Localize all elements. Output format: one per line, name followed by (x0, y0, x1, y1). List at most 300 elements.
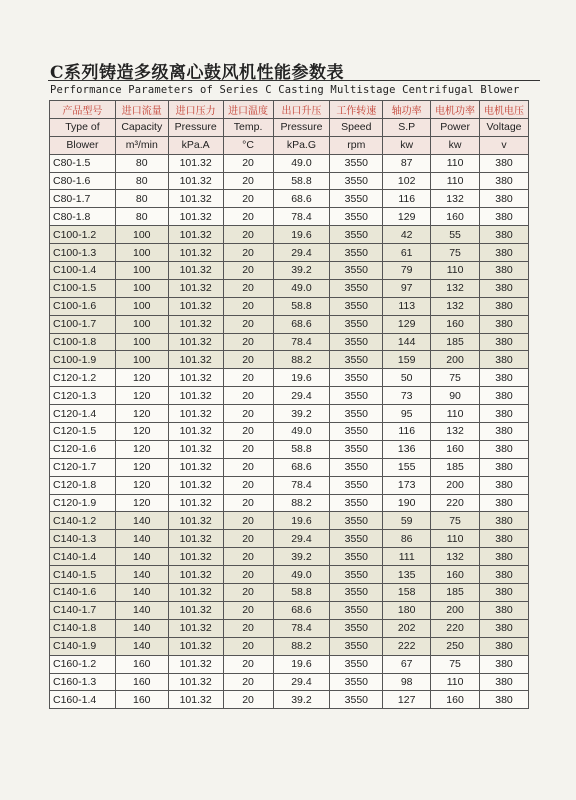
cell-motor-power: 132 (431, 548, 480, 566)
cell-temp: 20 (223, 637, 273, 655)
cell-speed: 3550 (330, 190, 383, 208)
cell-inlet-pressure: 101.32 (168, 584, 223, 602)
cell-speed: 3550 (330, 405, 383, 423)
table-row (50, 315, 529, 333)
cell-temp: 20 (223, 387, 273, 405)
cell-capacity: 120 (115, 476, 168, 494)
cell-model: C100-1.8 (50, 333, 116, 351)
cell-voltage: 380 (480, 297, 529, 315)
table-row (50, 619, 529, 637)
cell-model: C160-1.2 (50, 655, 116, 673)
cell-capacity: 120 (115, 405, 168, 423)
cell-temp: 20 (223, 476, 273, 494)
cell-capacity: 140 (115, 637, 168, 655)
cell-shaft-power: 127 (383, 691, 431, 709)
cell-inlet-pressure: 101.32 (168, 226, 223, 244)
header-voltage: Voltage (480, 118, 529, 136)
table-row (50, 530, 529, 548)
header-outlet-pressure: 出口升压 (273, 101, 330, 119)
cell-motor-power: 110 (431, 172, 480, 190)
table-row (50, 208, 529, 226)
cell-motor-power: 132 (431, 297, 480, 315)
cell-outlet-pressure: 68.6 (273, 190, 330, 208)
cell-capacity: 100 (115, 226, 168, 244)
cell-temp: 20 (223, 369, 273, 387)
cell-voltage: 380 (480, 619, 529, 637)
header-temp: Temp. (223, 118, 273, 136)
cell-temp: 20 (223, 584, 273, 602)
cell-capacity: 80 (115, 190, 168, 208)
cell-model: C160-1.3 (50, 673, 116, 691)
cell-shaft-power: 97 (383, 279, 431, 297)
cell-motor-power: 90 (431, 387, 480, 405)
cell-speed: 3550 (330, 601, 383, 619)
cell-capacity: 120 (115, 387, 168, 405)
cell-outlet-pressure: 78.4 (273, 208, 330, 226)
header-speed: Speed (330, 118, 383, 136)
cell-shaft-power: 111 (383, 548, 431, 566)
cell-temp: 20 (223, 458, 273, 476)
cell-capacity: 100 (115, 262, 168, 280)
cell-temp: 20 (223, 566, 273, 584)
cell-temp: 20 (223, 405, 273, 423)
cell-speed: 3550 (330, 279, 383, 297)
table-row (50, 154, 529, 172)
cell-motor-power: 75 (431, 369, 480, 387)
cell-motor-power: 185 (431, 584, 480, 602)
cell-voltage: 380 (480, 369, 529, 387)
cell-temp: 20 (223, 279, 273, 297)
cell-voltage: 380 (480, 637, 529, 655)
cell-outlet-pressure: 68.6 (273, 601, 330, 619)
cell-speed: 3550 (330, 315, 383, 333)
cell-speed: 3550 (330, 512, 383, 530)
cell-speed: 3550 (330, 369, 383, 387)
cell-voltage: 380 (480, 244, 529, 262)
cell-capacity: 100 (115, 333, 168, 351)
cell-temp: 20 (223, 673, 273, 691)
cell-motor-power: 75 (431, 244, 480, 262)
cell-motor-power: 110 (431, 262, 480, 280)
cell-speed: 3550 (330, 548, 383, 566)
table-row (50, 190, 529, 208)
header-inlet-pressure: kPa.A (168, 136, 223, 154)
cell-temp: 20 (223, 154, 273, 172)
cell-model: C100-1.5 (50, 279, 116, 297)
cell-voltage: 380 (480, 190, 529, 208)
cell-outlet-pressure: 58.8 (273, 297, 330, 315)
cell-inlet-pressure: 101.32 (168, 208, 223, 226)
cell-shaft-power: 73 (383, 387, 431, 405)
cell-capacity: 100 (115, 351, 168, 369)
cell-speed: 3550 (330, 262, 383, 280)
header-capacity: m³/min (115, 136, 168, 154)
cell-outlet-pressure: 39.2 (273, 691, 330, 709)
cell-temp: 20 (223, 494, 273, 512)
cell-outlet-pressure: 29.4 (273, 387, 330, 405)
cell-shaft-power: 155 (383, 458, 431, 476)
cell-outlet-pressure: 78.4 (273, 333, 330, 351)
table-row (50, 405, 529, 423)
cell-model: C140-1.6 (50, 584, 116, 602)
cell-temp: 20 (223, 351, 273, 369)
cell-motor-power: 75 (431, 655, 480, 673)
cell-outlet-pressure: 29.4 (273, 673, 330, 691)
cell-speed: 3550 (330, 584, 383, 602)
cell-motor-power: 160 (431, 208, 480, 226)
cell-inlet-pressure: 101.32 (168, 691, 223, 709)
cell-temp: 20 (223, 691, 273, 709)
cell-capacity: 140 (115, 530, 168, 548)
cell-model: C80-1.8 (50, 208, 116, 226)
cell-voltage: 380 (480, 440, 529, 458)
cell-outlet-pressure: 58.8 (273, 440, 330, 458)
cell-motor-power: 110 (431, 673, 480, 691)
header-model: 产品型号 (50, 101, 116, 119)
table-row (50, 673, 529, 691)
cell-model: C100-1.2 (50, 226, 116, 244)
table-row (50, 297, 529, 315)
cell-model: C100-1.9 (50, 351, 116, 369)
cell-outlet-pressure: 39.2 (273, 548, 330, 566)
cell-motor-power: 200 (431, 351, 480, 369)
cell-voltage: 380 (480, 405, 529, 423)
cell-shaft-power: 136 (383, 440, 431, 458)
cell-temp: 20 (223, 190, 273, 208)
cell-capacity: 160 (115, 691, 168, 709)
cell-outlet-pressure: 78.4 (273, 476, 330, 494)
cell-inlet-pressure: 101.32 (168, 458, 223, 476)
cell-speed: 3550 (330, 476, 383, 494)
header-voltage: 电机电压 (480, 101, 529, 119)
header-capacity: Capacity (115, 118, 168, 136)
cell-voltage: 380 (480, 655, 529, 673)
cell-outlet-pressure: 58.8 (273, 584, 330, 602)
cell-shaft-power: 59 (383, 512, 431, 530)
cell-temp: 20 (223, 208, 273, 226)
cell-shaft-power: 87 (383, 154, 431, 172)
cell-voltage: 380 (480, 673, 529, 691)
cell-voltage: 380 (480, 512, 529, 530)
cell-shaft-power: 129 (383, 315, 431, 333)
table-row (50, 226, 529, 244)
cell-outlet-pressure: 19.6 (273, 512, 330, 530)
cell-speed: 3550 (330, 154, 383, 172)
cell-shaft-power: 98 (383, 673, 431, 691)
cell-temp: 20 (223, 172, 273, 190)
cell-speed: 3550 (330, 655, 383, 673)
cell-shaft-power: 129 (383, 208, 431, 226)
cell-voltage: 380 (480, 494, 529, 512)
cell-voltage: 380 (480, 458, 529, 476)
cell-model: C100-1.6 (50, 297, 116, 315)
cell-speed: 3550 (330, 297, 383, 315)
cell-speed: 3550 (330, 423, 383, 441)
cell-motor-power: 132 (431, 423, 480, 441)
cell-capacity: 100 (115, 279, 168, 297)
table-row (50, 566, 529, 584)
table-body (50, 154, 529, 709)
cell-outlet-pressure: 39.2 (273, 405, 330, 423)
cell-speed: 3550 (330, 566, 383, 584)
cell-speed: 3550 (330, 226, 383, 244)
table-row (50, 601, 529, 619)
cell-outlet-pressure: 88.2 (273, 637, 330, 655)
cell-model: C100-1.4 (50, 262, 116, 280)
cell-temp: 20 (223, 655, 273, 673)
cell-voltage: 380 (480, 423, 529, 441)
header-row-units (50, 136, 529, 154)
cell-inlet-pressure: 101.32 (168, 566, 223, 584)
cell-model: C80-1.6 (50, 172, 116, 190)
header-temp: 进口温度 (223, 101, 273, 119)
cell-outlet-pressure: 58.8 (273, 172, 330, 190)
cell-capacity: 100 (115, 297, 168, 315)
cell-shaft-power: 79 (383, 262, 431, 280)
cell-capacity: 120 (115, 369, 168, 387)
cell-shaft-power: 180 (383, 601, 431, 619)
cell-shaft-power: 222 (383, 637, 431, 655)
cell-model: C140-1.8 (50, 619, 116, 637)
cell-model: C100-1.3 (50, 244, 116, 262)
cell-inlet-pressure: 101.32 (168, 387, 223, 405)
page-title: C系列铸造多级离心鼓风机性能参数表 (50, 63, 345, 83)
table-row (50, 512, 529, 530)
table-row (50, 637, 529, 655)
cell-outlet-pressure: 39.2 (273, 262, 330, 280)
header-motor-power: Power (431, 118, 480, 136)
table-subtitle: Performance Parameters of Series C Casting Multistage Centrifugal Blower (50, 84, 520, 96)
cell-voltage: 380 (480, 154, 529, 172)
cell-capacity: 80 (115, 208, 168, 226)
cell-shaft-power: 42 (383, 226, 431, 244)
cell-temp: 20 (223, 423, 273, 441)
header-model: Type of (50, 118, 116, 136)
cell-motor-power: 110 (431, 405, 480, 423)
cell-capacity: 140 (115, 584, 168, 602)
cell-outlet-pressure: 49.0 (273, 423, 330, 441)
parameter-table (49, 100, 529, 709)
cell-capacity: 120 (115, 458, 168, 476)
cell-inlet-pressure: 101.32 (168, 405, 223, 423)
cell-temp: 20 (223, 333, 273, 351)
cell-inlet-pressure: 101.32 (168, 262, 223, 280)
cell-shaft-power: 113 (383, 297, 431, 315)
cell-motor-power: 55 (431, 226, 480, 244)
cell-inlet-pressure: 101.32 (168, 512, 223, 530)
cell-speed: 3550 (330, 208, 383, 226)
cell-shaft-power: 159 (383, 351, 431, 369)
cell-speed: 3550 (330, 530, 383, 548)
header-shaft-power: 轴功率 (383, 101, 431, 119)
cell-outlet-pressure: 19.6 (273, 655, 330, 673)
cell-model: C120-1.8 (50, 476, 116, 494)
cell-inlet-pressure: 101.32 (168, 297, 223, 315)
table-row (50, 351, 529, 369)
cell-voltage: 380 (480, 387, 529, 405)
cell-inlet-pressure: 101.32 (168, 494, 223, 512)
table-row (50, 369, 529, 387)
cell-outlet-pressure: 88.2 (273, 494, 330, 512)
cell-shaft-power: 202 (383, 619, 431, 637)
cell-motor-power: 132 (431, 190, 480, 208)
cell-capacity: 140 (115, 601, 168, 619)
table-row (50, 548, 529, 566)
table-row (50, 333, 529, 351)
cell-temp: 20 (223, 226, 273, 244)
table-row (50, 387, 529, 405)
header-voltage: v (480, 136, 529, 154)
cell-motor-power: 200 (431, 601, 480, 619)
cell-capacity: 160 (115, 673, 168, 691)
cell-speed: 3550 (330, 351, 383, 369)
cell-motor-power: 200 (431, 476, 480, 494)
cell-voltage: 380 (480, 208, 529, 226)
cell-motor-power: 220 (431, 494, 480, 512)
cell-shaft-power: 158 (383, 584, 431, 602)
cell-inlet-pressure: 101.32 (168, 315, 223, 333)
cell-motor-power: 110 (431, 154, 480, 172)
cell-outlet-pressure: 29.4 (273, 530, 330, 548)
cell-temp: 20 (223, 512, 273, 530)
table-row (50, 458, 529, 476)
cell-temp: 20 (223, 262, 273, 280)
cell-model: C120-1.7 (50, 458, 116, 476)
header-model: Blower (50, 136, 116, 154)
cell-speed: 3550 (330, 494, 383, 512)
cell-outlet-pressure: 49.0 (273, 566, 330, 584)
cell-temp: 20 (223, 440, 273, 458)
header-outlet-pressure: kPa.G (273, 136, 330, 154)
cell-motor-power: 160 (431, 691, 480, 709)
cell-model: C120-1.4 (50, 405, 116, 423)
table-row (50, 691, 529, 709)
cell-speed: 3550 (330, 637, 383, 655)
cell-outlet-pressure: 78.4 (273, 619, 330, 637)
cell-inlet-pressure: 101.32 (168, 548, 223, 566)
cell-model: C120-1.9 (50, 494, 116, 512)
header-speed: rpm (330, 136, 383, 154)
cell-voltage: 380 (480, 548, 529, 566)
cell-temp: 20 (223, 297, 273, 315)
cell-inlet-pressure: 101.32 (168, 333, 223, 351)
cell-temp: 20 (223, 315, 273, 333)
cell-voltage: 380 (480, 351, 529, 369)
title-divider (48, 80, 540, 81)
table-row (50, 279, 529, 297)
header-capacity: 进口流量 (115, 101, 168, 119)
cell-capacity: 140 (115, 566, 168, 584)
cell-inlet-pressure: 101.32 (168, 154, 223, 172)
cell-capacity: 160 (115, 655, 168, 673)
cell-voltage: 380 (480, 172, 529, 190)
cell-model: C160-1.4 (50, 691, 116, 709)
table-row (50, 584, 529, 602)
header-motor-power: kw (431, 136, 480, 154)
cell-capacity: 140 (115, 512, 168, 530)
header-temp: °C (223, 136, 273, 154)
cell-temp: 20 (223, 548, 273, 566)
cell-motor-power: 110 (431, 530, 480, 548)
cell-capacity: 140 (115, 548, 168, 566)
header-inlet-pressure: 进口压力 (168, 101, 223, 119)
cell-model: C140-1.2 (50, 512, 116, 530)
cell-outlet-pressure: 49.0 (273, 279, 330, 297)
cell-inlet-pressure: 101.32 (168, 619, 223, 637)
cell-voltage: 380 (480, 333, 529, 351)
cell-inlet-pressure: 101.32 (168, 601, 223, 619)
cell-speed: 3550 (330, 333, 383, 351)
cell-outlet-pressure: 29.4 (273, 244, 330, 262)
cell-temp: 20 (223, 601, 273, 619)
cell-outlet-pressure: 68.6 (273, 458, 330, 476)
cell-shaft-power: 116 (383, 423, 431, 441)
cell-model: C140-1.5 (50, 566, 116, 584)
cell-voltage: 380 (480, 476, 529, 494)
cell-model: C80-1.5 (50, 154, 116, 172)
cell-shaft-power: 86 (383, 530, 431, 548)
cell-shaft-power: 50 (383, 369, 431, 387)
cell-motor-power: 160 (431, 315, 480, 333)
header-motor-power: 电机功率 (431, 101, 480, 119)
table-row (50, 494, 529, 512)
table-row (50, 423, 529, 441)
header-row-english (50, 118, 529, 136)
cell-temp: 20 (223, 530, 273, 548)
cell-inlet-pressure: 101.32 (168, 369, 223, 387)
cell-capacity: 140 (115, 619, 168, 637)
cell-speed: 3550 (330, 619, 383, 637)
cell-voltage: 380 (480, 226, 529, 244)
table-row (50, 172, 529, 190)
cell-shaft-power: 135 (383, 566, 431, 584)
header-shaft-power: kw (383, 136, 431, 154)
table-row (50, 262, 529, 280)
cell-shaft-power: 116 (383, 190, 431, 208)
cell-inlet-pressure: 101.32 (168, 476, 223, 494)
cell-capacity: 120 (115, 494, 168, 512)
cell-inlet-pressure: 101.32 (168, 530, 223, 548)
cell-outlet-pressure: 19.6 (273, 369, 330, 387)
cell-speed: 3550 (330, 458, 383, 476)
cell-model: C120-1.6 (50, 440, 116, 458)
cell-outlet-pressure: 68.6 (273, 315, 330, 333)
cell-capacity: 100 (115, 315, 168, 333)
cell-speed: 3550 (330, 440, 383, 458)
cell-shaft-power: 173 (383, 476, 431, 494)
cell-shaft-power: 61 (383, 244, 431, 262)
cell-capacity: 80 (115, 154, 168, 172)
cell-motor-power: 250 (431, 637, 480, 655)
cell-outlet-pressure: 88.2 (273, 351, 330, 369)
cell-speed: 3550 (330, 172, 383, 190)
cell-voltage: 380 (480, 279, 529, 297)
cell-shaft-power: 67 (383, 655, 431, 673)
cell-voltage: 380 (480, 262, 529, 280)
cell-model: C140-1.7 (50, 601, 116, 619)
cell-motor-power: 185 (431, 458, 480, 476)
header-row-chinese (50, 101, 529, 119)
cell-speed: 3550 (330, 387, 383, 405)
cell-shaft-power: 102 (383, 172, 431, 190)
cell-shaft-power: 144 (383, 333, 431, 351)
cell-model: C140-1.3 (50, 530, 116, 548)
cell-motor-power: 220 (431, 619, 480, 637)
cell-capacity: 100 (115, 244, 168, 262)
cell-temp: 20 (223, 244, 273, 262)
cell-motor-power: 160 (431, 440, 480, 458)
header-inlet-pressure: Pressure (168, 118, 223, 136)
